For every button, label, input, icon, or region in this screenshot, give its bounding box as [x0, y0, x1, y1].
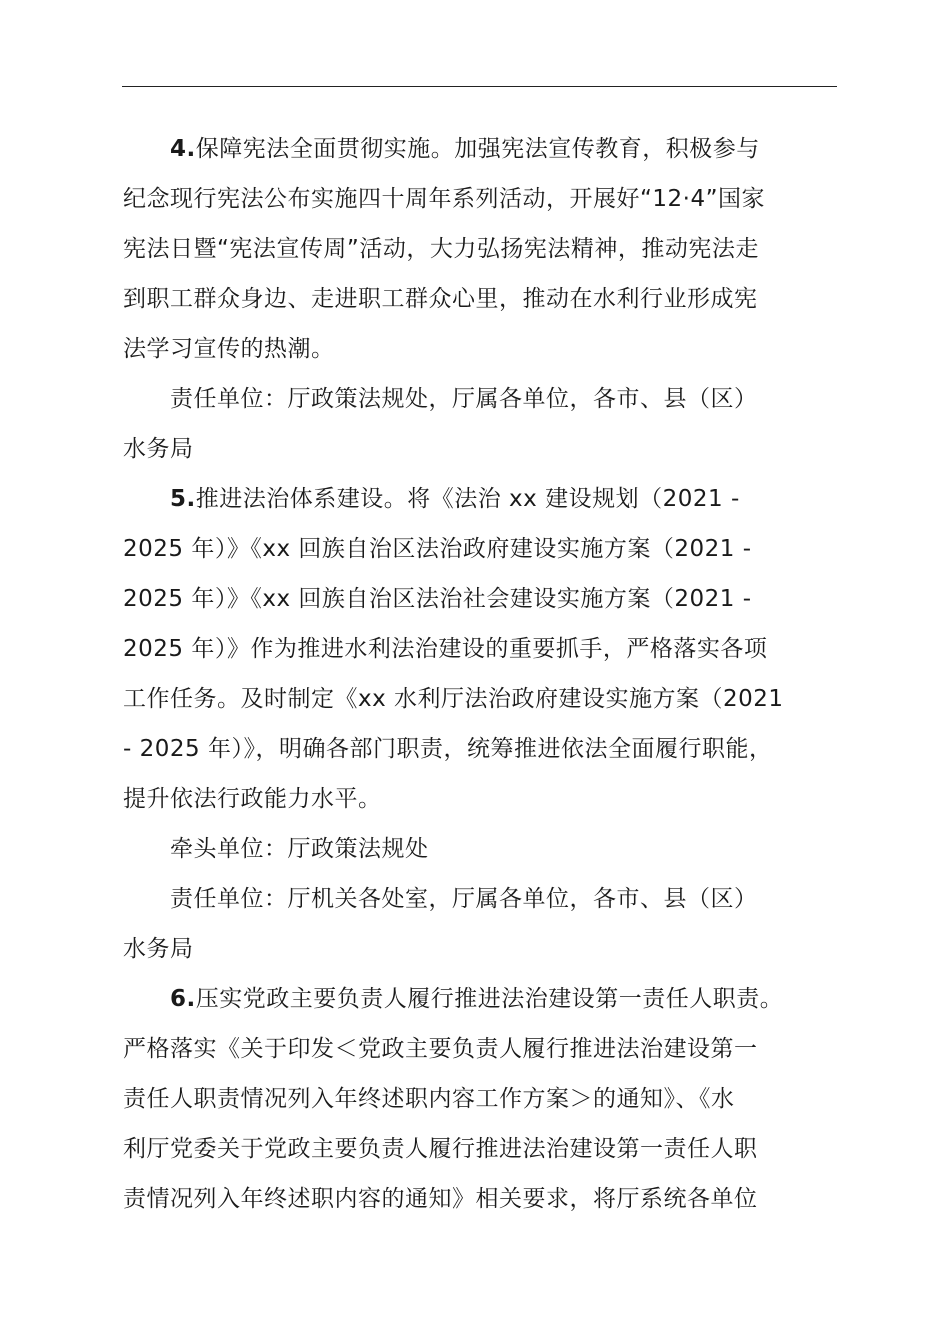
- item-6-number: 6.: [170, 986, 196, 1012]
- item-5-responsible-line-2: 水务局: [123, 936, 194, 962]
- item-5-line-6: - 2025 年）》，明确各部门职责，统筹推进依法全面履行职能，: [123, 736, 773, 762]
- item-5-line-3: 2025 年）》《xx 回族自治区法治社会建设实施方案（2021 -: [123, 586, 752, 612]
- item-5-number: 5.: [170, 486, 196, 512]
- item-5-line-5: 工作任务。及时制定《xx 水利厅法治政府建设实施方案（2021: [123, 686, 784, 712]
- item-6-line-4: 利厅党委关于党政主要负责人履行推进法治建设第一责任人职: [123, 1136, 758, 1162]
- item-5-line-7: 提升依法行政能力水平。: [123, 786, 382, 812]
- item-6: [123, 974, 837, 1224]
- item-6-line-1: 6.压实党政主要负责人履行推进法治建设第一责任人职责。: [170, 986, 784, 1012]
- item-4: [123, 124, 837, 474]
- item-4-line-4: 到职工群众身边、走进职工群众心里，推动在水利行业形成宪: [123, 286, 758, 312]
- item-4-line-2: 纪念现行宪法公布实施四十周年系列活动，开展好“12·4”国家: [123, 186, 766, 212]
- item-4-line-3: 宪法日暨“宪法宣传周”活动，大力弘扬宪法精神，推动宪法走: [123, 236, 759, 262]
- header-rule: [122, 86, 837, 87]
- item-5-responsible-line-1: 责任单位：厅机关各处室，厅属各单位，各市、县（区）: [170, 886, 758, 912]
- item-4-line-1: 4.保障宪法全面贯彻实施。加强宪法宣传教育，积极参与: [170, 136, 760, 162]
- item-5-line-2: 2025 年）》《xx 回族自治区法治政府建设实施方案（2021 -: [123, 536, 752, 562]
- item-4-responsible-line-2: 水务局: [123, 436, 194, 462]
- item-6-line-3: 责任人职责情况列入年终述职内容工作方案＞的通知》、《水: [123, 1086, 735, 1112]
- item-4-responsible-line-1: 责任单位：厅政策法规处，厅属各单位，各市、县（区）: [170, 386, 758, 412]
- document-body: [123, 124, 837, 1224]
- item-5-line-4: 2025 年）》作为推进水利法治建设的重要抓手，严格落实各项: [123, 636, 768, 662]
- item-6-line-2: 严格落实《关于印发＜党政主要负责人履行推进法治建设第一: [123, 1036, 758, 1062]
- item-5: [123, 474, 837, 974]
- item-5-lead-unit: 牵头单位：厅政策法规处: [170, 836, 429, 862]
- item-4-line-5: 法学习宣传的热潮。: [123, 336, 335, 362]
- item-4-number: 4.: [170, 136, 196, 162]
- item-5-line-1: 5.推进法治体系建设。将《法治 xx 建设规划（2021 -: [170, 486, 740, 512]
- item-6-line-5: 责情况列入年终述职内容的通知》相关要求，将厅系统各单位: [123, 1186, 758, 1212]
